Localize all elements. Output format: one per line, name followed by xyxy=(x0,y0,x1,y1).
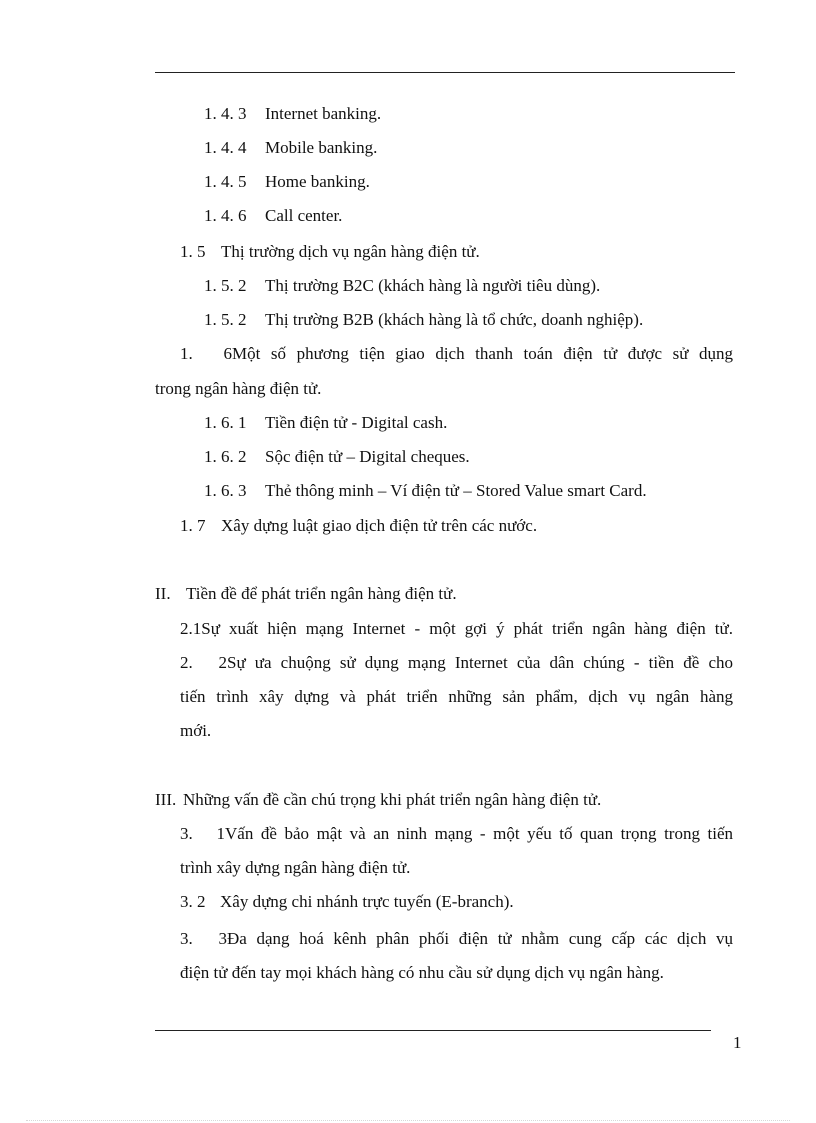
toc-item-1-4-5 xyxy=(204,172,370,192)
item-text: Sự ưa chuộng sử dụng mạng Internet của dân chúng - tiền đề cho xyxy=(227,653,733,672)
item-text: Một số phương tiện giao dịch thanh toán điện tử được sử dụng xyxy=(232,344,733,363)
item-text: Xây dựng luật giao dịch điện tử trên các nước. xyxy=(221,516,538,535)
page-number: 1 xyxy=(733,1033,742,1052)
item-number: 2.1 xyxy=(180,619,202,638)
toc-item-3-1 xyxy=(180,824,733,844)
section-title: Những vấn đề cần chú trọng khi phát triển ngân hàng điện tử. xyxy=(183,790,602,809)
toc-item-1-5 xyxy=(180,242,480,262)
item-text: Đa dạng hoá kênh phân phối điện tử nhằm cung cấp các dịch vụ xyxy=(227,929,733,948)
item-number: 1. 4. 4 xyxy=(204,138,247,157)
item-text: Internet banking. xyxy=(265,104,382,123)
item-text: Sộc điện tử – Digital cheques. xyxy=(265,447,470,466)
item-text: Xây dựng chi nhánh trực tuyến (E-branch). xyxy=(220,892,514,911)
toc-item-1-6-2 xyxy=(204,447,470,467)
item-number: 1. 6 xyxy=(180,344,232,363)
item-text: Call center. xyxy=(265,206,343,225)
toc-item-1-4-6 xyxy=(204,206,342,226)
toc-item-1-6-3 xyxy=(204,481,647,501)
section-2-heading xyxy=(155,584,457,604)
toc-item-2-2-continuation-1: tiến trình xây dựng và phát triển những sản phẩm, dịch vụ ngân hàng xyxy=(180,687,733,706)
item-number: 3. 1 xyxy=(180,824,225,843)
toc-item-1-5-2-b2b xyxy=(204,310,643,330)
item-text: Home banking. xyxy=(265,172,370,191)
item-text: Thị trường dịch vụ ngân hàng điện tử. xyxy=(221,242,480,261)
item-number: 1. 6. 2 xyxy=(204,447,247,466)
toc-item-1-7 xyxy=(180,516,537,536)
toc-item-2-1 xyxy=(180,619,733,639)
item-number: 3. 3 xyxy=(180,929,227,948)
section-3-heading xyxy=(155,790,601,810)
item-text: Thị trường B2B (khách hàng là tổ chức, doanh nghiệp). xyxy=(265,310,644,329)
toc-item-3-2 xyxy=(180,892,514,912)
section-number: II. xyxy=(155,584,171,603)
section-title: Tiền đề để phát triển ngân hàng điện tử. xyxy=(186,584,457,603)
item-number: 1. 4. 6 xyxy=(204,206,247,225)
item-number: 1. 6. 1 xyxy=(204,413,247,432)
item-text: Tiền điện tử - Digital cash. xyxy=(265,413,448,432)
toc-item-2-2-continuation-2: mới. xyxy=(180,721,212,740)
item-number: 3. 2 xyxy=(180,892,206,911)
toc-item-1-6 xyxy=(180,344,733,364)
toc-item-3-1-continuation: trình xây dựng ngân hàng điện tử. xyxy=(180,858,411,877)
item-number: 1. 5. 2 xyxy=(204,276,247,295)
toc-item-1-4-3 xyxy=(204,104,381,124)
toc-item-1-6-continuation: trong ngân hàng điện tử. xyxy=(155,379,322,398)
toc-item-3-3-continuation: điện tử đến tay mọi khách hàng có nhu cầu sử dụng dịch vụ ngân hàng. xyxy=(180,963,664,982)
toc-item-2-2 xyxy=(180,653,733,673)
item-number: 2. 2 xyxy=(180,653,227,672)
toc-item-1-4-4 xyxy=(204,138,377,158)
header-rule xyxy=(155,72,735,73)
item-number: 1. 6. 3 xyxy=(204,481,247,500)
item-text: Vấn đề bảo mật và an ninh mạng - một yếu tố quan trọng trong tiến xyxy=(225,824,733,843)
item-text: Sự xuất hiện mạng Internet - một gợi ý phát triển ngân hàng điện tử. xyxy=(201,619,733,638)
toc-item-1-6-1 xyxy=(204,413,447,433)
footer-rule xyxy=(155,1030,711,1031)
item-text: Thị trường B2C (khách hàng là người tiêu dùng). xyxy=(265,276,601,295)
item-number: 1. 4. 3 xyxy=(204,104,247,123)
item-number: 1. 4. 5 xyxy=(204,172,247,191)
toc-item-3-3 xyxy=(180,929,733,949)
page-edge-dots xyxy=(26,1120,790,1121)
item-number: 1. 5. 2 xyxy=(204,310,247,329)
item-number: 1. 7 xyxy=(180,516,206,535)
item-number: 1. 5 xyxy=(180,242,206,261)
item-text: Thẻ thông minh – Ví điện tử – Stored Value smart Card. xyxy=(265,481,647,500)
section-number: III. xyxy=(155,790,177,809)
item-text: Mobile banking. xyxy=(265,138,378,157)
toc-item-1-5-2-b2c xyxy=(204,276,600,296)
